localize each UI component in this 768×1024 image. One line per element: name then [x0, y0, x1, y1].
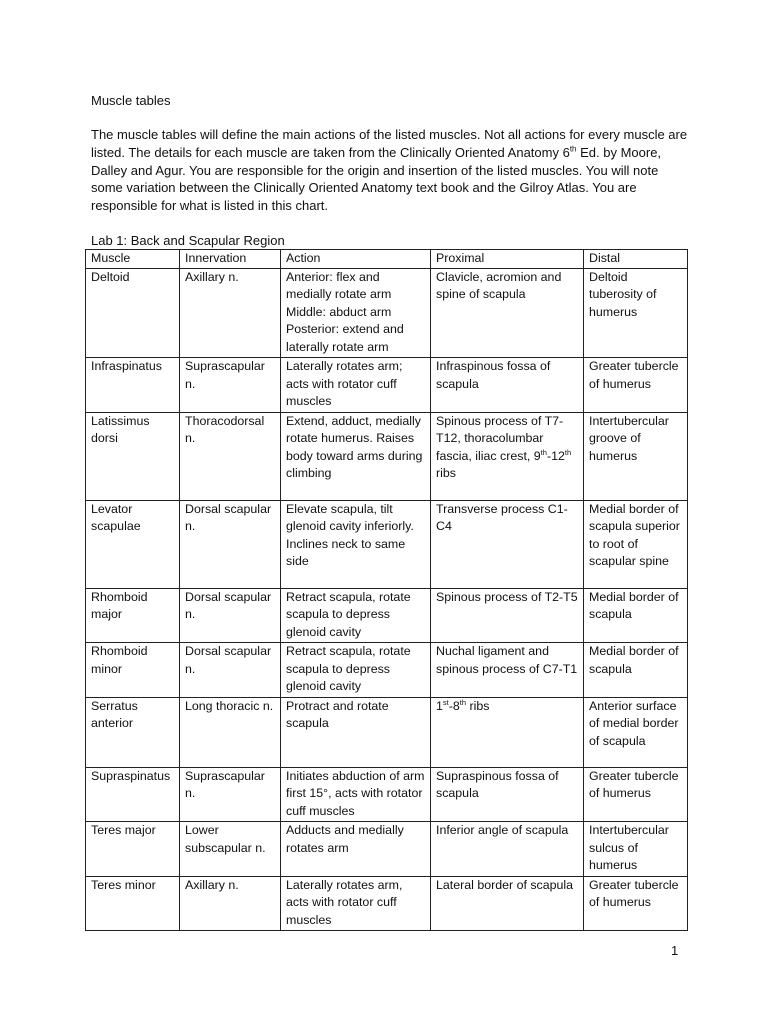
- cell-muscle: Deltoid: [86, 268, 180, 358]
- cell-distal: Greater tubercle of humerus: [584, 876, 688, 931]
- cell-innervation: Suprascapular n.: [180, 358, 281, 413]
- cell-innervation: Axillary n.: [180, 876, 281, 931]
- cell-action: Retract scapula, rotate scapula to depress glenoid cavity: [281, 588, 431, 643]
- table-row: [86, 588, 688, 643]
- header-distal: Distal: [584, 250, 688, 269]
- proximal-superscript: th: [459, 697, 467, 707]
- cell-innervation: Lower subscapular n.: [180, 822, 281, 877]
- cell-innervation: Long thoracic n.: [180, 697, 281, 767]
- cell-distal: Medial border of scapula superior to root of scapular spine: [584, 500, 688, 588]
- proximal-text: -8: [448, 698, 460, 713]
- proximal-superscript: th: [564, 447, 572, 457]
- header-action: Action: [281, 250, 431, 269]
- proximal-text: ribs: [466, 698, 490, 713]
- proximal-superscript: th: [540, 447, 547, 457]
- proximal-text: Spinous process of T7-T12, thoracolumbar fascia, iliac crest, 9: [436, 413, 564, 463]
- cell-proximal: Lateral border of scapula: [431, 876, 584, 931]
- cell-muscle: Levator scapulae: [86, 500, 180, 588]
- cell-innervation: Thoracodorsal n.: [180, 412, 281, 500]
- cell-proximal: Transverse process C1-C4: [431, 500, 584, 588]
- table-row: [86, 643, 688, 698]
- table-row: [86, 268, 688, 358]
- proximal-text: -12: [546, 448, 565, 463]
- cell-action: Laterally rotates arm; acts with rotator cuff muscles: [281, 358, 431, 413]
- cell-innervation: Suprascapular n.: [180, 767, 281, 822]
- cell-action: Initiates abduction of arm first 15°, acts with rotator cuff muscles: [281, 767, 431, 822]
- cell-proximal: Nuchal ligament and spinous process of C7-T1: [431, 643, 584, 698]
- header-innervation: Innervation: [180, 250, 281, 269]
- cell-distal: Medial border of scapula: [584, 588, 688, 643]
- cell-muscle: Teres major: [86, 822, 180, 877]
- cell-muscle: Supraspinatus: [86, 767, 180, 822]
- table-row: [86, 767, 688, 822]
- table-row: [86, 876, 688, 931]
- cell-proximal: [431, 412, 584, 500]
- cell-action: Retract scapula, rotate scapula to depress glenoid cavity: [281, 643, 431, 698]
- cell-muscle: Rhomboid minor: [86, 643, 180, 698]
- cell-distal: Greater tubercle of humerus: [584, 358, 688, 413]
- document-title: Muscle tables: [91, 93, 171, 108]
- cell-proximal: Clavicle, acromion and spine of scapula: [431, 268, 584, 358]
- cell-innervation: Dorsal scapular n.: [180, 500, 281, 588]
- cell-distal: Medial border of scapula: [584, 643, 688, 698]
- cell-innervation: Dorsal scapular n.: [180, 588, 281, 643]
- proximal-text: 1: [436, 698, 443, 713]
- cell-action: Adducts and medially rotates arm: [281, 822, 431, 877]
- table-row: [86, 822, 688, 877]
- header-muscle: Muscle: [86, 250, 180, 269]
- section-title: Lab 1: Back and Scapular Region: [91, 233, 285, 248]
- cell-action: Laterally rotates arm, acts with rotator cuff muscles: [281, 876, 431, 931]
- cell-muscle: Latissimus dorsi: [86, 412, 180, 500]
- cell-muscle: Teres minor: [86, 876, 180, 931]
- cell-distal: Intertubercular sulcus of humerus: [584, 822, 688, 877]
- proximal-superscript: st: [442, 697, 449, 707]
- table-row: [86, 412, 688, 500]
- page-number: 1: [671, 943, 679, 958]
- cell-innervation: Dorsal scapular n.: [180, 643, 281, 698]
- cell-proximal: Inferior angle of scapula: [431, 822, 584, 877]
- cell-distal: Anterior surface of medial border of scapula: [584, 697, 688, 767]
- cell-innervation: Axillary n.: [180, 268, 281, 358]
- cell-proximal: Spinous process of T2-T5: [431, 588, 584, 643]
- cell-proximal: Supraspinous fossa of scapula: [431, 767, 584, 822]
- cell-action: Protract and rotate scapula: [281, 697, 431, 767]
- cell-action: Extend, adduct, medially rotate humerus. Raises body toward arms during climbing: [281, 412, 431, 500]
- intro-text-part-1: The muscle tables will define the main actions of the listed muscles. Not all actions for every muscle are listed. The details for each muscle are taken from the Clinically Oriented Anatomy 6: [91, 127, 688, 160]
- cell-muscle: Infraspinatus: [86, 358, 180, 413]
- cell-muscle: Rhomboid major: [86, 588, 180, 643]
- table-row: [86, 697, 688, 767]
- intro-paragraph: [91, 126, 691, 215]
- cell-action: Elevate scapula, tilt glenoid cavity inferiorly. Inclines neck to same side: [281, 500, 431, 588]
- cell-distal: Greater tubercle of humerus: [584, 767, 688, 822]
- cell-action: Anterior: flex and medially rotate arm Middle: abduct arm Posterior: extend and laterally rotate arm: [281, 268, 431, 358]
- table-row: [86, 358, 688, 413]
- table-header-row: [86, 250, 688, 269]
- muscle-table: [85, 249, 688, 931]
- header-proximal: Proximal: [431, 250, 584, 269]
- cell-distal: Intertubercular groove of humerus: [584, 412, 688, 500]
- cell-proximal: [431, 697, 584, 767]
- intro-text-part-2: Ed. by Moore, Dalley and Agur. You are responsible for the origin and insertion of the listed muscles. You will note some variation between the Clinically Oriented Anatomy text book and the Gilroy Atlas. You are responsible for what is listed in this chart.: [91, 144, 662, 214]
- cell-muscle: Serratus anterior: [86, 697, 180, 767]
- table-row: [86, 500, 688, 588]
- intro-superscript: th: [569, 144, 577, 154]
- cell-proximal: Infraspinous fossa of scapula: [431, 358, 584, 413]
- proximal-text: ribs: [436, 466, 456, 480]
- cell-distal: Deltoid tuberosity of humerus: [584, 268, 688, 358]
